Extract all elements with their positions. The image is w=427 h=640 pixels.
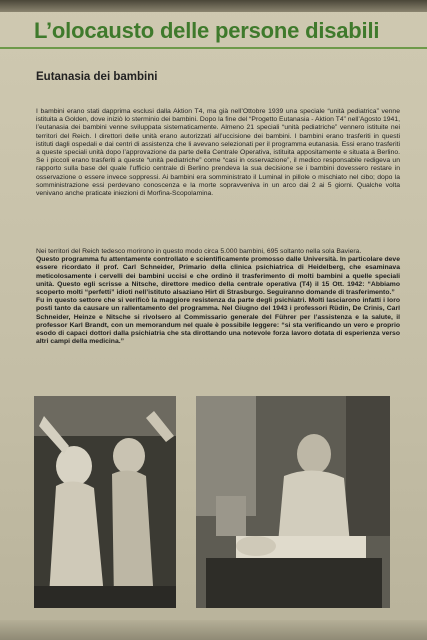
page-title: L’olocausto delle persone disabili xyxy=(34,18,380,43)
section-subtitle: Eutanasia dei bambini xyxy=(36,71,158,83)
paragraph-resistance: Fu in questo settore che si verificò la maggiore resistenza da parte degli psichiatri. Molti lasciarono infatti i loro posti tanto da causare un rallentamento del programma. Nel Giugno del 1943 i professori Rüdin, De Crinis, Carl Schneider, Heinze e Nitsche si rivolsero al Commissario generale del Führer per l’assistenza e la salute, il professor Karl Brandt, con un memorandum nel quale è possibile leggere: “si sta verificando un vero e proprio esodo di capaci dottori dalla psichiatria che sta dirottando una notevole forza lavoro dotata di esperienza verso altri campi della medicina.” xyxy=(36,297,400,346)
panel-frame-top xyxy=(0,0,427,12)
paragraph-block-second xyxy=(36,248,400,346)
historical-photo-doctor-icon xyxy=(196,396,390,608)
paragraph-victims: Nei territori del Reich tedesco morirono in questo modo circa 5.000 bambini, 695 soltanto nella sola Baviera. xyxy=(36,248,362,255)
photo-children xyxy=(34,396,176,608)
historical-photo-children-icon xyxy=(34,396,176,608)
paragraph-intro: I bambini erano stati dapprima esclusi dalla Aktion T4, ma già nell’Ottobre 1939 una speciale “unità pediatrica” venne istituita a Golden, dove iniziò lo sterminio dei bambini. Dopo la fine del “Progetto Eutanasia - Aktion T4” nell’Agosto 1941, l’eutanasia dei bambini venne sviluppata sistematicamente. Almeno 21 speciali “unità pediatriche” vennero istituite nei territori del Reich. I direttori delle unità erano autorizzati all’uccisione dei bambini. I bambini erano trasferiti in questi istituti dagli ospedali e dai centri di assistenza che li avevano selezionati per il programma eutanasia. Essi erano trasferiti a queste speciali unità dopo l’approvazione da parte della Centrale Operativa, istituita appositamente e situata a Berlino. Se i piccoli erano trasferiti a queste “unità pediatriche” come “casi in osservazione”, il medico responsabile redigeva un rapporto sulla base del quale l’ufficio centrale di Berlino prendeva la sua decisione se i bambini dovessero restare in osservazione o essere invece soppressi. Ai bambini era somministrato il Luminal in pillole o mischiato nel cibo; dopo la somministrazione essi perdevano conoscenza e la morte sopravveniva in un arco dai 2 ai 5 giorni. Qualche volta venivano anche praticate iniezioni di Morfina-Scopolamina. xyxy=(36,108,400,198)
title-divider xyxy=(0,47,427,49)
panel-bottom-shade xyxy=(0,620,427,640)
photo-doctor xyxy=(196,396,390,608)
paragraph-universities: Questo programma fu attentamente controllato e scientificamente promosso dalle Università. In particolare deve essere ricordato il prof. Carl Schneider, Primario della clinica psichiatrica di Heidelberg, che esaminava meticolosamente i cervelli dei bambini uccisi e che ordinò il trasferimento di molti bambini a quelle speciali unità. Questo egli scrisse a Nitsche, direttore medico della centrale operativa (T4) il 15 Ott. 1942: “Abbiamo scoperto molti “perfetti” idioti nell’istituto alsaziano Hirt di Strasburgo. Seguiranno domande di trasferimento.” xyxy=(36,256,400,297)
